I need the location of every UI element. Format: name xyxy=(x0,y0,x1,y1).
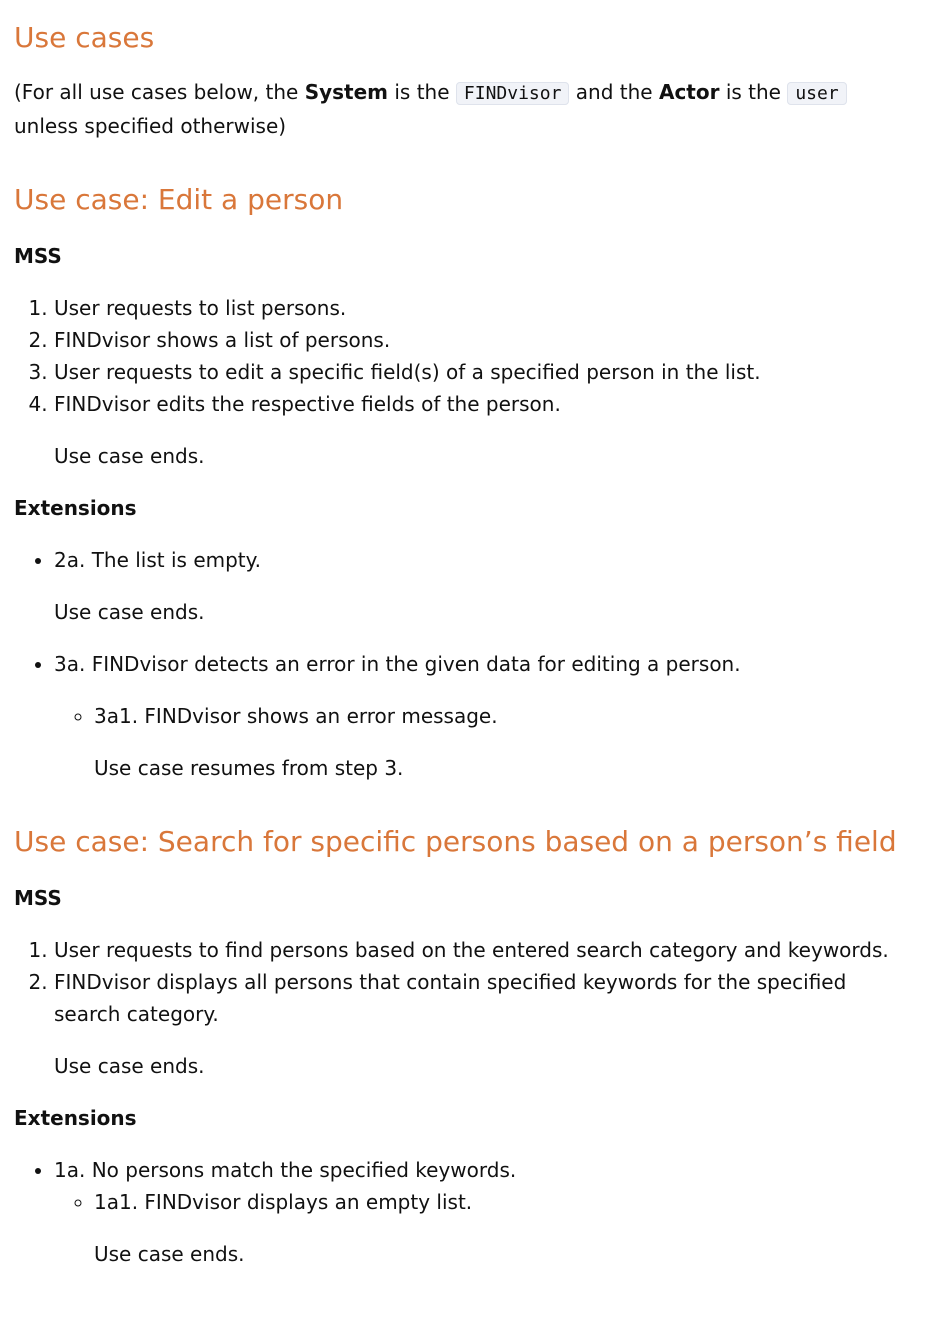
uc-edit-mss-list xyxy=(14,292,912,420)
ext-text: • 1a. No persons match the specified keywords. xyxy=(54,1158,517,1182)
intro-system-code: FINDvisor xyxy=(456,82,570,105)
ext-note: Use case ends. xyxy=(54,600,205,624)
list-item: 2. FINDvisor displays all persons that contain specified keywords for the specified search category. xyxy=(54,966,912,1030)
uc-search-mss-list xyxy=(14,934,912,1030)
ext-sub-text: ◦ 1a1. FINDvisor displays an empty list. xyxy=(94,1190,473,1214)
uc-edit-mss-label: MSS xyxy=(14,244,62,268)
uc-search-ext-label: Extensions xyxy=(14,1106,137,1130)
intro-actor-bold: Actor xyxy=(658,80,720,104)
list-item xyxy=(94,700,912,784)
list-item xyxy=(54,648,912,784)
uc-search-mss-label: MSS xyxy=(14,886,62,910)
uc-search-title: Use case: Search for specific persons based on a person’s field xyxy=(14,825,897,858)
list-item xyxy=(54,544,912,628)
ext-sub-list xyxy=(54,700,912,784)
ext-sub-note: Use case resumes from step 3. xyxy=(94,756,404,780)
list-item: 3. User requests to edit a specific field(s) of a specified person in the list. xyxy=(54,356,912,388)
intro-text-1: (For all use cases below, the xyxy=(14,80,305,104)
intro-actor-code: user xyxy=(787,82,846,105)
uc-search-mss-end: Use case ends. xyxy=(54,1054,205,1078)
uc-edit-title: Use case: Edit a person xyxy=(14,183,344,216)
intro-text-2: is the xyxy=(388,80,456,104)
uc-edit-ext-list xyxy=(14,544,912,784)
list-item xyxy=(54,1154,912,1270)
uc-edit-mss-end: Use case ends. xyxy=(54,444,205,468)
intro-text-4: is the xyxy=(719,80,788,104)
ext-sub-list xyxy=(54,1186,912,1270)
list-item: 4. FINDvisor edits the respective fields of the person. xyxy=(54,388,912,420)
ext-sub-note: Use case ends. xyxy=(94,1242,245,1266)
ext-sub-text: ◦ 3a1. FINDvisor shows an error message. xyxy=(94,704,498,728)
uc-edit-ext-label: Extensions xyxy=(14,496,137,520)
ext-text: • 3a. FINDvisor detects an error in the given data for editing a person. xyxy=(54,652,741,676)
intro-system-bold: System xyxy=(304,80,389,104)
uc-search-ext-list xyxy=(14,1154,912,1270)
ext-text: • 2a. The list is empty. xyxy=(54,548,261,572)
intro-text-3: and the xyxy=(569,80,659,104)
intro-paragraph xyxy=(14,76,912,142)
intro-text-5: unless specified otherwise) xyxy=(14,114,287,138)
page-title: Use cases xyxy=(14,21,155,54)
list-item xyxy=(94,1186,912,1270)
list-item: 2. FINDvisor shows a list of persons. xyxy=(54,324,912,356)
list-item: 1. User requests to find persons based on the entered search category and keywords. xyxy=(54,934,912,966)
list-item: 1. User requests to list persons. xyxy=(54,292,912,324)
